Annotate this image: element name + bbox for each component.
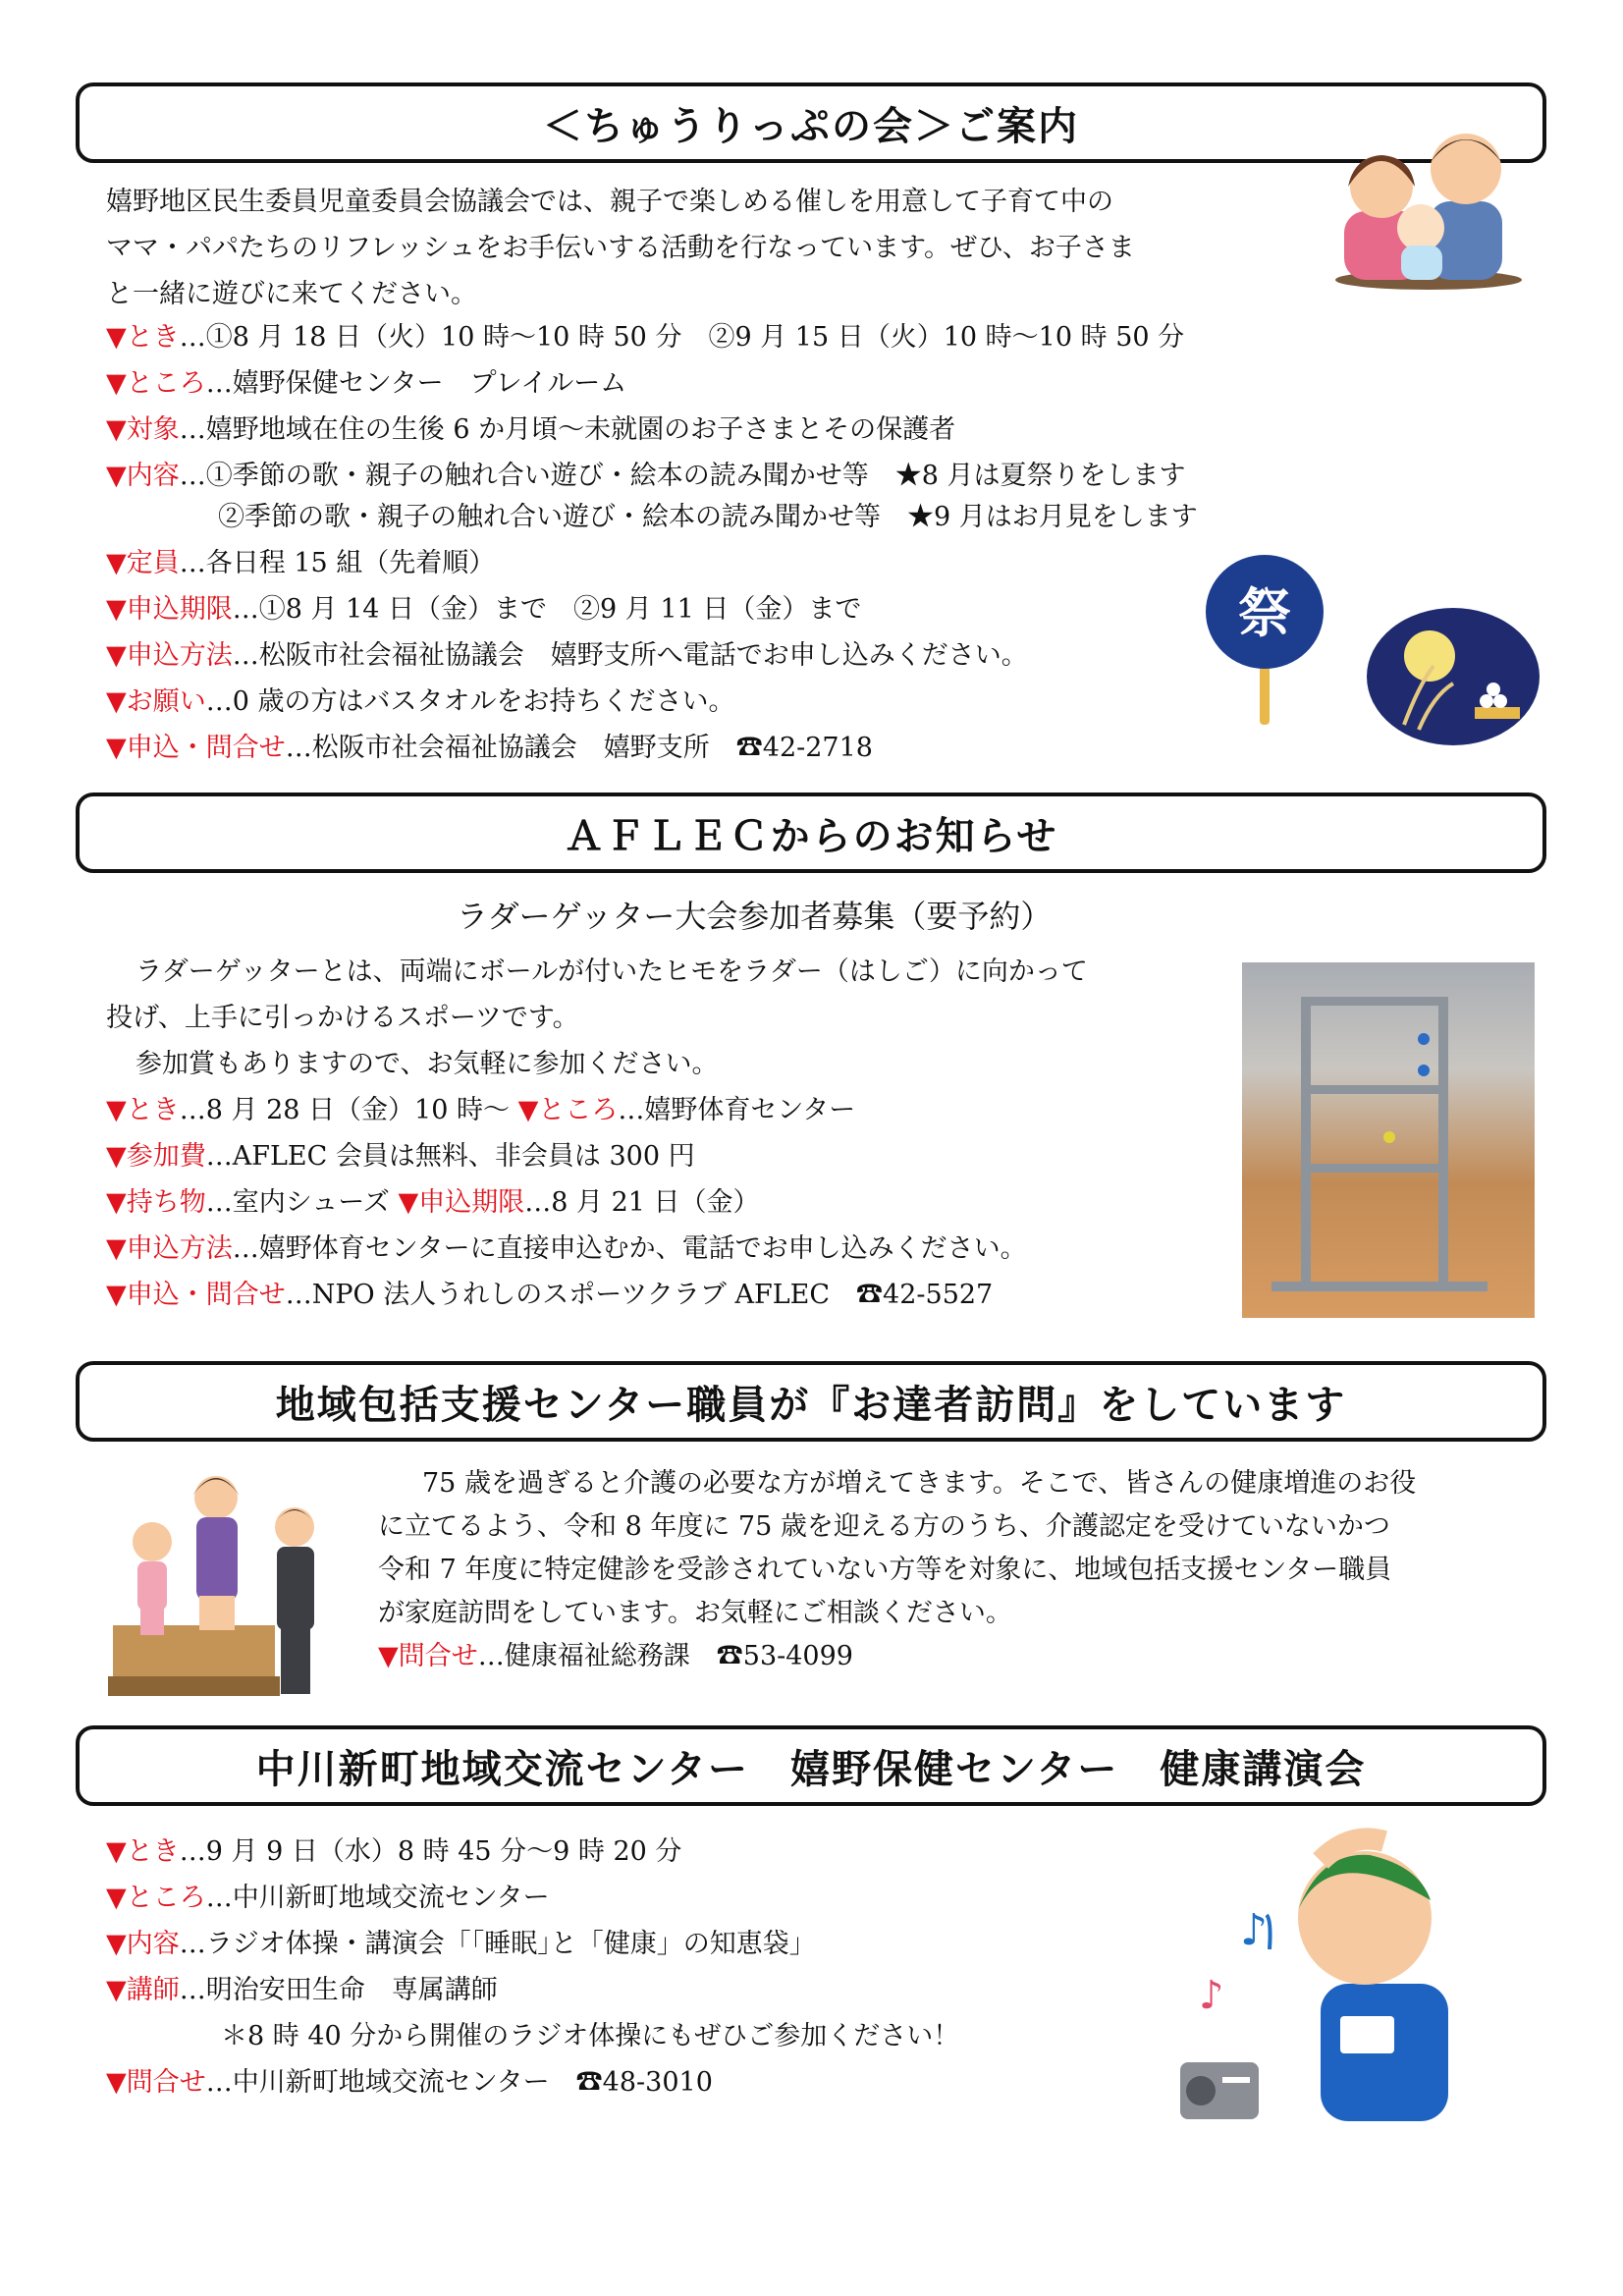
festival-fan-icon — [1203, 545, 1335, 727]
section3-title: 地域包括支援センター職員が『お達者訪問』をしています — [76, 1361, 1546, 1442]
section4-note: ＊8 時 40 分から開催のラジオ体操にもぜひご参加ください！ — [221, 2021, 960, 2051]
section4-row-toki: ▼とき…9 月 9 日（水）8 時 45 分～9 時 20 分 — [106, 1836, 682, 1867]
section1-row-toki: ▼とき…①8 月 18 日（火）10 時～10 時 50 分 ②9 月 15 日（火）10 時～10 時 50 分 — [106, 322, 1185, 353]
section1-row-taisho: ▼対象…嬉野地域在住の生後 6 か月頃～未就園のお子さまとその保護者 — [106, 414, 956, 445]
home-visit-illustration — [108, 1458, 334, 1704]
section3-body-line3: 令和 7 年度に特定健診を受診されていない方等を対象に、地域包括支援センター職員 — [378, 1555, 1392, 1585]
section3-row-toiawase: ▼問合せ…健康福祉総務課 ☎53-4099 — [378, 1641, 853, 1671]
section2-intro-line1: ラダーゲッターとは、両端にボールが付いたヒモをラダー（はしご）に向かって — [135, 957, 1088, 987]
section3-body-line4: が家庭訪問をしています。お気軽にご相談ください。 — [378, 1598, 1012, 1628]
section1-row-hoho: ▼申込方法…松阪市社会福祉協議会 嬉野支所へ電話でお申し込みください。 — [106, 640, 1028, 671]
music-note-icon: ♪ — [1199, 1973, 1224, 2018]
fan-text: 祭 — [1238, 582, 1291, 644]
section1-title: ＜ちゅうりっぷの会＞ご案内 — [76, 82, 1546, 163]
section4-row-koshi: ▼講師…明治安田生命 専属講師 — [106, 1975, 498, 2005]
section4-row-naiyo: ▼内容…ラジオ体操・講演会「｢睡眠｣と「健康」の知恵袋」 — [106, 1929, 816, 1959]
section1-row-onegai: ▼お願い…0 歳の方はバスタオルをお持ちください。 — [106, 686, 735, 717]
section2-row-toiawase: ▼申込・問合せ…NPO 法人うれしのスポーツクラブ AFLEC ☎42-5527 — [106, 1280, 994, 1310]
section4-row-toiawase: ▼問合せ…中川新町地域交流センター ☎48-3010 — [106, 2067, 713, 2098]
section1-row-teiin: ▼定員…各日程 15 組（先着順） — [106, 548, 496, 578]
section2-row-mochimono: ▼持ち物…室内シューズ ▼申込期限…8 月 21 日（金） — [106, 1187, 760, 1218]
section1-intro-line1: 嬉野地区民生委員児童委員会協議会では、親子で楽しめる催しを用意して子育て中の — [106, 187, 1113, 217]
section1-row-naiyo-2: ②季節の歌・親子の触れ合い遊び・絵本の読み聞かせ等 ★9 月はお月見をします — [218, 502, 1198, 532]
section3-body-line2: に立てるよう、令和 8 年度に 75 歳を迎える方のうち、介護認定を受けていないかつ — [378, 1511, 1390, 1542]
section2-intro-line2: 投げ、上手に引っかけるスポーツです。 — [106, 1003, 579, 1033]
section1-intro-line3: と一緒に遊びに来てください。 — [106, 279, 477, 309]
section2-row-toki: ▼とき…8 月 28 日（金）10 時～ ▼ところ…嬉野体育センター — [106, 1095, 856, 1125]
ladder-getter-photo — [1242, 962, 1535, 1318]
section4-title: 中川新町地域交流センター 嬉野保健センター 健康講演会 — [76, 1725, 1546, 1806]
section1-row-tokoro: ▼ところ…嬉野保健センター プレイルーム — [106, 368, 627, 399]
section3-body-line1: 75 歳を過ぎると介護の必要な方が増えてきます。そこで、皆さんの健康増進のお役 — [422, 1468, 1417, 1499]
section1-row-kigen: ▼申込期限…①8 月 14 日（金）まで ②9 月 11 日（金）まで — [106, 594, 862, 625]
section1-row-toiawase: ▼申込・問合せ…松阪市社会福祉協議会 嬉野支所 ☎42-2718 — [106, 733, 873, 763]
moon-viewing-icon — [1365, 607, 1542, 746]
section4-row-tokoro: ▼ところ…中川新町地域交流センター — [106, 1883, 550, 1913]
section2-intro-line3: 参加賞もありますので、お気軽に参加ください。 — [135, 1049, 719, 1079]
section1-intro-line2: ママ・パパたちのリフレッシュをお手伝いする活動を行なっています。ぜひ、お子さま — [106, 233, 1135, 263]
family-illustration — [1330, 118, 1527, 290]
section2-row-sankahi: ▼参加費…AFLEC 会員は無料、非会員は 300 円 — [106, 1141, 695, 1172]
music-note-icon: ♪ — [1240, 1905, 1269, 1955]
section1-row-naiyo: ▼内容…①季節の歌・親子の触れ合い遊び・絵本の読み聞かせ等 ★8 月は夏祭りをします — [106, 461, 1186, 491]
section2-row-hoho: ▼申込方法…嬉野体育センターに直接申込むか、電話でお申し込みください。 — [106, 1233, 1027, 1264]
section2-title: ＡＦＬＥＣからのお知らせ — [76, 793, 1546, 873]
radio-exercise-illustration — [1173, 1822, 1497, 2131]
section2-subtitle: ラダーゲッター大会参加者募集（要予約） — [457, 898, 1053, 935]
